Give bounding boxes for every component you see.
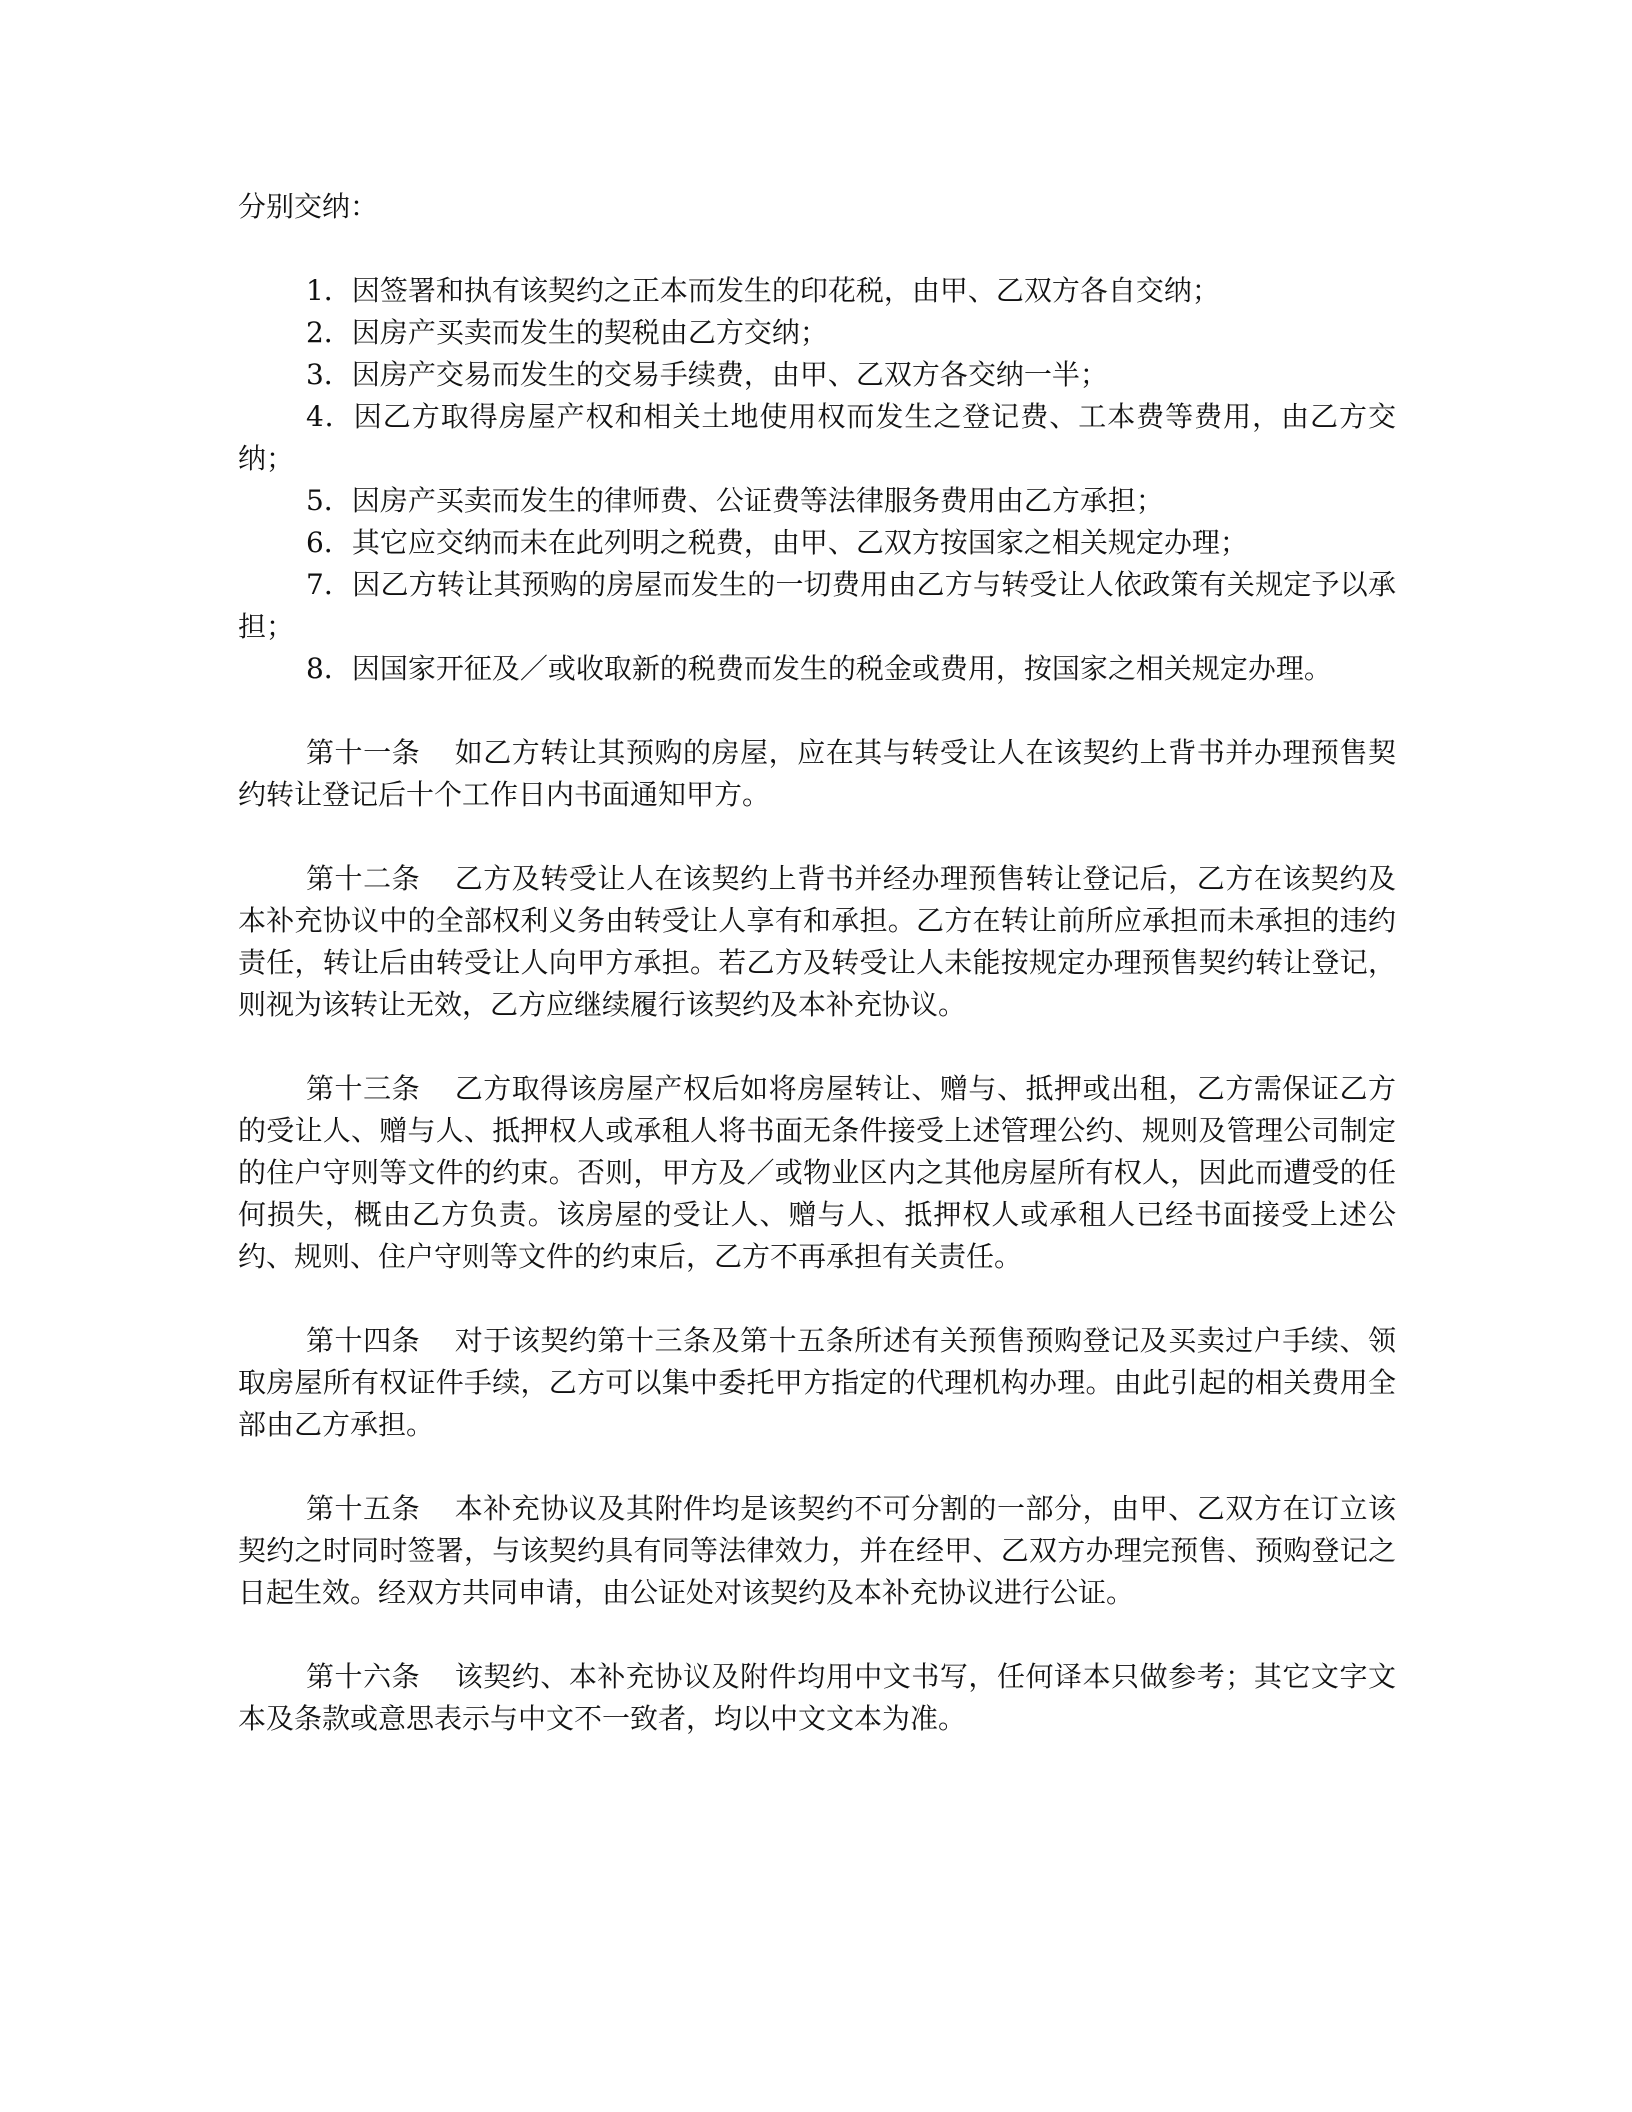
fee-item-5: 5．因房产买卖而发生的律师费、公证费等法律服务费用由乙方承担； — [306, 484, 1164, 517]
article-11-body: 如乙方转让其预购的房屋，应在其与转受让人在该契约上背书并办理预售契约转让登记后十个工作日内书面通知甲方。 — [238, 736, 1396, 811]
article-14-title: 第十四条 — [306, 1324, 421, 1357]
fee-item-4: 4．因乙方取得房屋产权和相关土地使用权而发生之登记费、工本费等费用，由乙方交纳； — [238, 400, 1396, 475]
fee-item-6: 6．其它应交纳而未在此列明之税费，由甲、乙双方按国家之相关规定办理； — [306, 526, 1248, 559]
article-15 — [238, 1488, 1396, 1614]
article-13 — [238, 1068, 1396, 1278]
article-11 — [238, 732, 1396, 816]
article-16 — [238, 1656, 1396, 1740]
article-15-title: 第十五条 — [306, 1492, 421, 1525]
article-13-title: 第十三条 — [306, 1072, 421, 1105]
fee-item-8: 8．因国家开征及／或收取新的税费而发生的税金或费用，按国家之相关规定办理。 — [306, 652, 1332, 685]
document-page — [238, 186, 1396, 1740]
article-12 — [238, 858, 1396, 1026]
article-12-body: 乙方及转受让人在该契约上背书并经办理预售转让登记后，乙方在该契约及本补充协议中的全部权利义务由转受让人享有和承担。乙方在转让前所应承担而未承担的违约责任，转让后由转受让人向甲方承担。若乙方及转受让人未能按规定办理预售契约转让登记，则视为该转让无效，乙方应继续履行该契约及本补充协议。 — [238, 862, 1396, 1021]
article-14 — [238, 1320, 1396, 1446]
article-11-title: 第十一条 — [306, 736, 421, 769]
fee-item-3: 3．因房产交易而发生的交易手续费，由甲、乙双方各交纳一半； — [306, 358, 1108, 391]
article-14-body: 对于该契约第十三条及第十五条所述有关预售预购登记及买卖过户手续、领取房屋所有权证件手续，乙方可以集中委托甲方指定的代理机构办理。由此引起的相关费用全部由乙方承担。 — [238, 1324, 1396, 1441]
fee-item-list — [238, 270, 1396, 690]
fee-item-2: 2．因房产买卖而发生的契税由乙方交纳； — [306, 316, 828, 349]
article-12-title: 第十二条 — [306, 862, 421, 895]
lead-paragraph: 分别交纳： — [238, 190, 379, 223]
article-15-body: 本补充协议及其附件均是该契约不可分割的一部分，由甲、乙双方在订立该契约之时同时签署，与该契约具有同等法律效力，并在经甲、乙双方办理完预售、预购登记之日起生效。经双方共同申请，由公证处对该契约及本补充协议进行公证。 — [238, 1492, 1396, 1609]
fee-item-1: 1．因签署和执有该契约之正本而发生的印花税，由甲、乙双方各自交纳； — [306, 274, 1220, 307]
article-16-title: 第十六条 — [306, 1660, 421, 1693]
fee-item-7: 7．因乙方转让其预购的房屋而发生的一切费用由乙方与转受让人依政策有关规定予以承担； — [238, 568, 1396, 643]
article-13-body: 乙方取得该房屋产权后如将房屋转让、赠与、抵押或出租，乙方需保证乙方的受让人、赠与人、抵押权人或承租人将书面无条件接受上述管理公约、规则及管理公司制定的住户守则等文件的约束。否则，甲方及／或物业区内之其他房屋所有权人，因此而遭受的任何损失，概由乙方负责。该房屋的受让人、赠与人、抵押权人或承租人已经书面接受上述公约、规则、住户守则等文件的约束后，乙方不再承担有关责任。 — [238, 1072, 1396, 1273]
article-16-body: 该契约、本补充协议及附件均用中文书写，任何译本只做参考；其它文字文本及条款或意思表示与中文不一致者，均以中文文本为准。 — [238, 1660, 1396, 1735]
